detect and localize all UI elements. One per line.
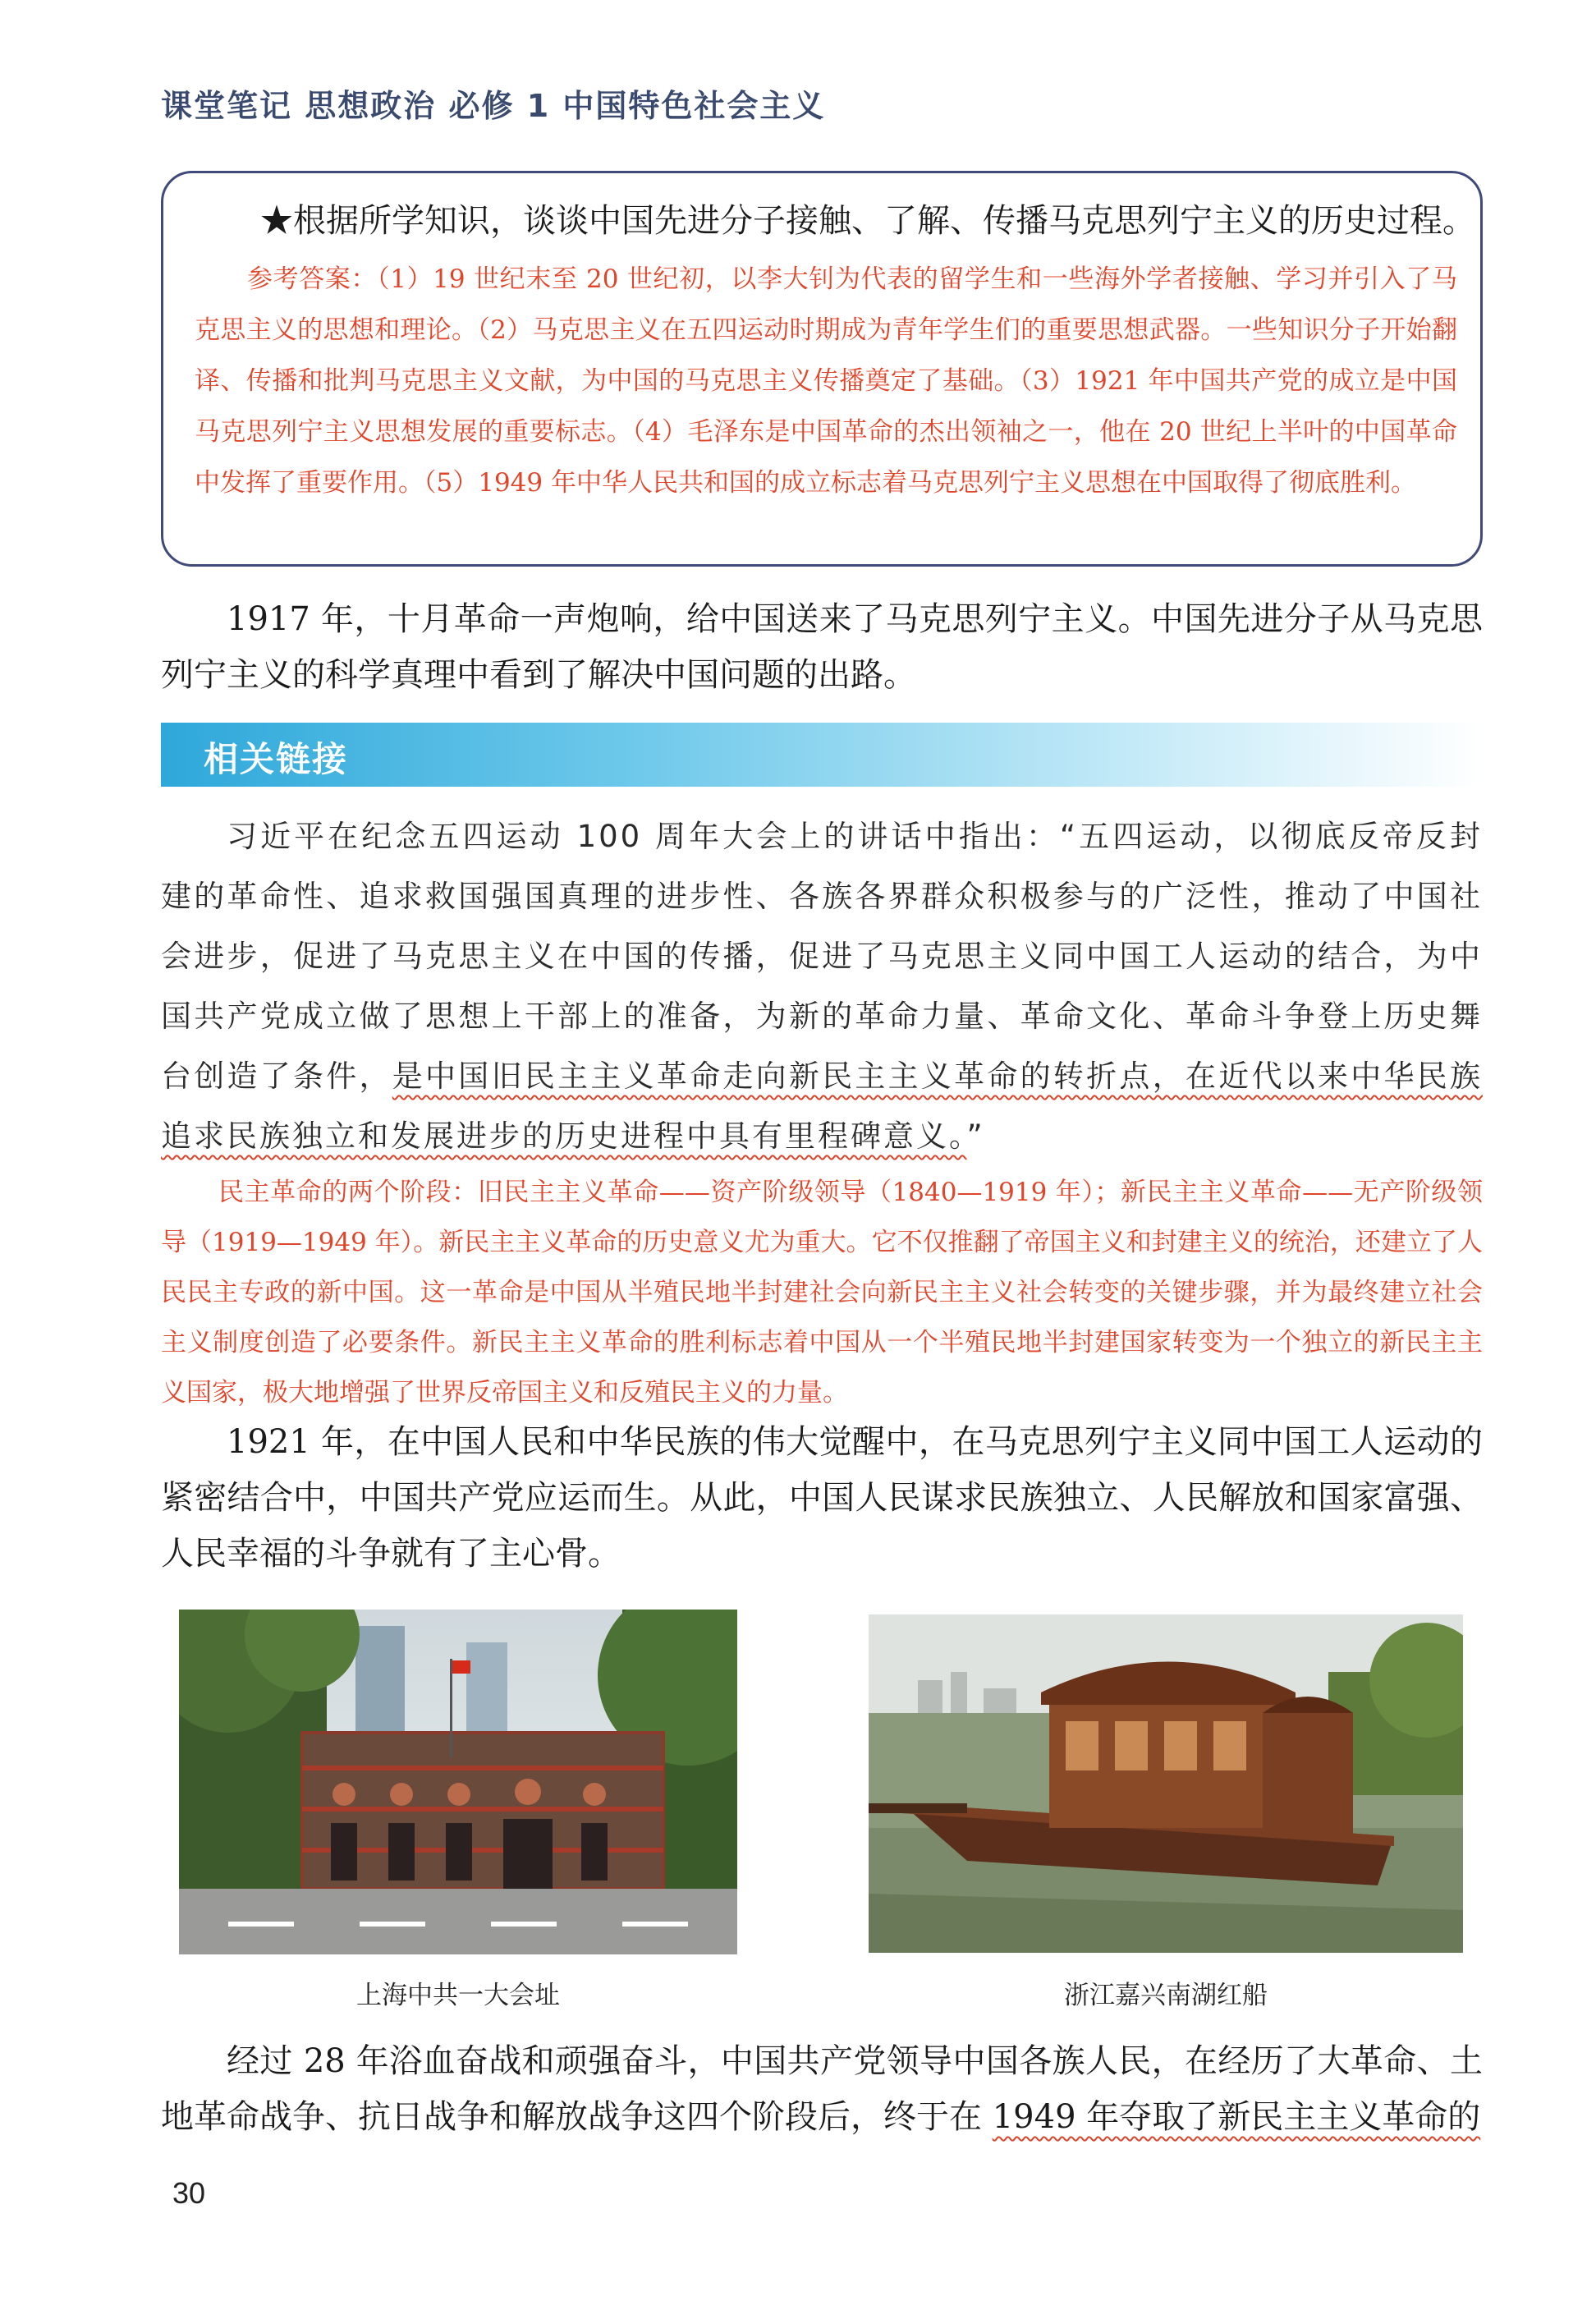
paragraph-28-years xyxy=(161,2033,1483,2145)
quote-end: ” xyxy=(966,1118,985,1154)
question-answer-box xyxy=(161,171,1483,567)
annotation-note: 民主革命的两个阶段：旧民主主义革命——资产阶级领导（1840—1919 年）；新民主主义革命——无产阶级领导（1919—1949 年）。新民主主义革命的历史意义尤为重大。它不仅推翻了帝国主义和封建主义的统治，还建立了人民民主专政的新中国。这一革命是中国从半殖民地半封建社会向新民主主义社会转变的关键步骤，并为最终建立社会主义制度创造了必要条件。新民主主义革命的胜利标志着中国从一个半殖民地半封建国家转变为一个独立的新民主主义国家，极大地增强了世界反帝国主义和反殖民主义的力量。 xyxy=(161,1178,1483,1408)
question-text: ★根据所学知识，谈谈中国先进分子接触、了解、传播马克思列宁主义的历史过程。 xyxy=(260,202,1475,240)
page-number: 30 xyxy=(172,2176,206,2210)
caption-2: 浙江嘉兴南湖红船 xyxy=(1064,1981,1268,2010)
related-links-title: 相关链接 xyxy=(204,739,349,779)
paragraph-1921: 1921 年，在中国人民和中华民族的伟大觉醒中，在马克思列宁主义同中国工人运动的紧密结合中，中国共产党应运而生。从此，中国人民谋求民族独立、人民解放和国家富强、人民幸福的斗争就有了主心骨。 xyxy=(161,1423,1483,1573)
para3-text: 经过 28 年浴血奋战和顽强奋斗，中国共产党领导中国各族人民，在经历了大革命、土地革命战争、抗日战争和解放战争这四个阶段后，终于在 xyxy=(161,2042,1483,2136)
paragraph-1917: 1917 年，十月革命一声炮响，给中国送来了马克思列宁主义。中国先进分子从马克思列宁主义的科学真理中看到了解决中国问题的出路。 xyxy=(161,600,1483,694)
reference-answer: 参考答案：（1）19 世纪末至 20 世纪初，以李大钊为代表的留学生和一些海外学者接触、学习并引入了马克思主义的思想和理论。（2）马克思主义在五四运动时期成为青年学生们的重要思想武器。一些知识分子开始翻译、传播和批判马克思主义文献，为中国的马克思主义传播奠定了基础。（3）1921 年中国共产党的成立是中国马克思列宁主义思想发展的重要标志。（4）毛泽东是中国革命的杰出领袖之一，他在 20 世纪上半叶的中国革命中发挥了重要作用。（5）1949 年中华人民共和国的成立标志着马克思列宁主义思想在中国取得了彻底胜利。 xyxy=(195,264,1457,498)
para3-underlined: 1949 年夺取了新民主主义革命的 xyxy=(992,2098,1481,2136)
related-links-banner xyxy=(161,723,1483,787)
boat-photo xyxy=(869,1614,1463,1953)
quote-text: 习近平在纪念五四运动 100 周年大会上的讲话中指出：“五四运动，以彻底反帝反封建的革命性、追求救国强国真理的进步性、各族各界群众积极参与的广泛性，推动了中国社会进步，促进了马克思主义在中国的传播，促进了马克思主义同中国工人运动的结合，为中国共产党成立做了思想上干部上的准备，为新的革命力量、革命文化、革命斗争登上历史舞台创造了条件， xyxy=(161,819,1483,1094)
page-header: 课堂笔记 思想政治 必修 1 中国特色社会主义 xyxy=(161,88,826,124)
xi-quote xyxy=(161,806,1483,1166)
caption-1: 上海中共一大会址 xyxy=(356,1981,560,2010)
building-photo xyxy=(179,1610,737,1954)
quote-underlined: 是中国旧民主主义革命走向新民主主义革命的转折点，在近代以来中华民族追求民族独立和发展进步的历史进程中具有里程碑意义。 xyxy=(161,1059,1483,1154)
